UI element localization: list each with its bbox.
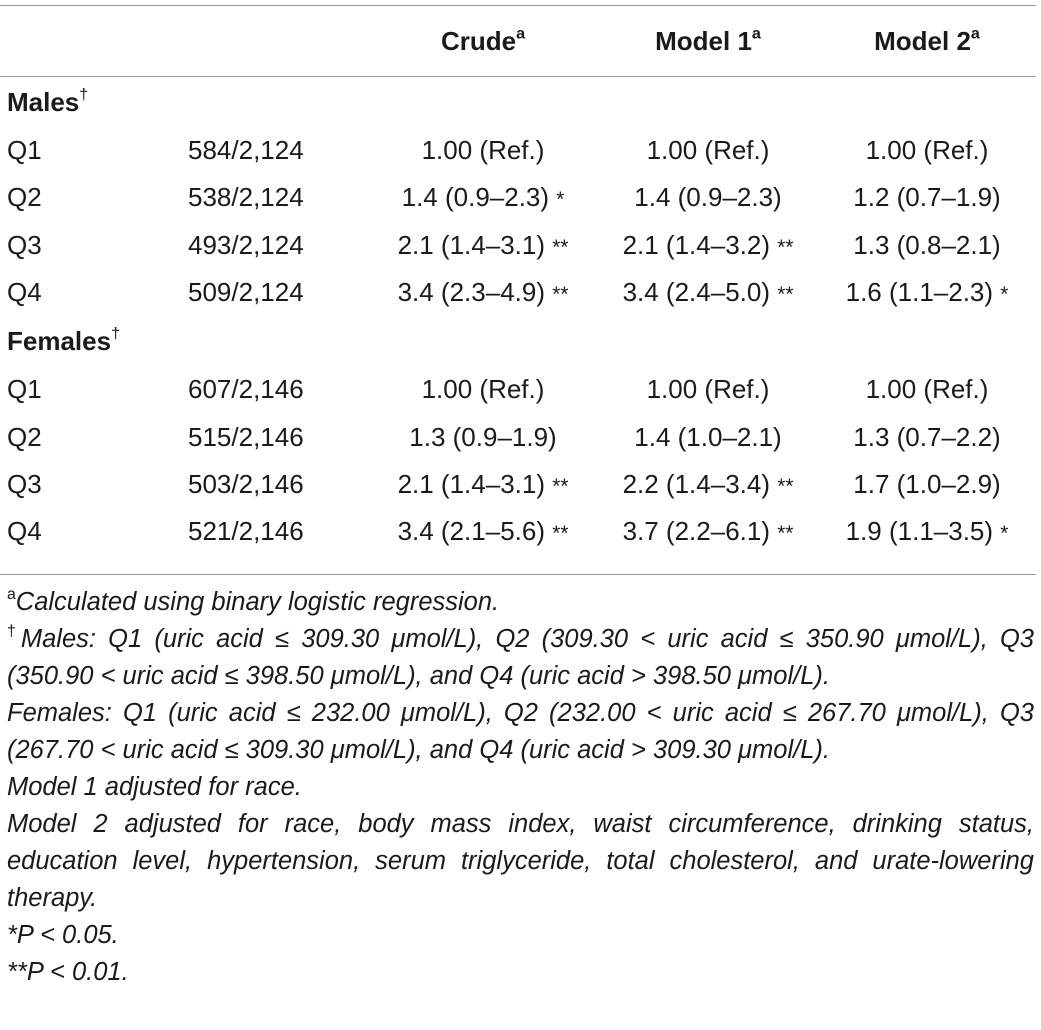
group-cell: Q2 <box>7 421 42 452</box>
header-crude: Crude$^a$ <box>440 24 526 56</box>
model-2-cell: 1.7 (1.0–2.9) <box>853 468 1001 499</box>
bottom-rule <box>0 574 1036 575</box>
model-2-cell: 1.00 (Ref.) <box>865 135 989 166</box>
model-2-cell: 1.9 (1.1–3.5) * <box>845 516 1009 547</box>
crude-cell: 1.3 (0.9–1.9) <box>409 421 557 452</box>
header-blank-1 <box>0 19 178 63</box>
count-cell: 521/2,146 <box>188 516 304 547</box>
count-cell: 493/2,124 <box>188 229 304 260</box>
section-label: Males† <box>7 85 89 117</box>
table-row <box>0 269 1036 316</box>
results-table <box>0 19 1036 555</box>
model-1-cell: 1.4 (1.0–2.1) <box>634 421 782 452</box>
count-cell: 509/2,124 <box>188 277 304 308</box>
footnote-females: Females: Q1 (uric acid ≤ 232.00 μmol/L), Q2 (232.00 < uric acid ≤ 267.70 μmol/L), Q3 (267.70 < uric acid ≤ 309.30 μmol/L), and Q4 (uric acid > 309.30 μmol/L). <box>7 699 1034 764</box>
model-1-cell: 1.4 (0.9–2.3) <box>634 182 782 213</box>
section-label: Females† <box>7 324 121 356</box>
group-cell: Q3 <box>7 229 42 260</box>
model-1-cell: 2.2 (1.4–3.4) ** <box>622 468 794 499</box>
crude-cell: 1.00 (Ref.) <box>421 135 545 166</box>
footnote-a: $^a$Calculated using binary logistic regression. <box>7 585 500 616</box>
top-rule <box>0 5 1036 6</box>
table-row <box>0 461 1036 508</box>
footnote-model-1: Model 1 adjusted for race. <box>7 773 302 801</box>
header-model-1: Model 1$^a$ <box>655 24 761 56</box>
header-blank-2 <box>178 19 368 63</box>
model-1-cell: 1.00 (Ref.) <box>646 135 770 166</box>
model-2-cell: 1.6 (1.1–2.3) * <box>845 277 1009 308</box>
group-cell: Q4 <box>7 277 42 308</box>
section-row <box>0 316 1036 366</box>
crude-cell: 3.4 (2.3–4.9) ** <box>397 277 569 308</box>
table-row <box>0 508 1036 555</box>
footnote-p01: **P < 0.01. <box>7 958 129 986</box>
header-model-2: Model 2$^a$ <box>874 24 980 56</box>
table-row <box>0 174 1036 221</box>
model-1-cell: 2.1 (1.4–3.2) ** <box>622 229 794 260</box>
section-row <box>0 77 1036 127</box>
table-row <box>0 127 1036 174</box>
crude-cell: 1.00 (Ref.) <box>421 374 545 405</box>
model-1-cell: 1.00 (Ref.) <box>646 374 770 405</box>
group-cell: Q1 <box>7 135 42 166</box>
group-cell: Q2 <box>7 182 42 213</box>
crude-cell: 2.1 (1.4–3.1) ** <box>397 468 569 499</box>
model-2-cell: 1.3 (0.7–2.2) <box>853 421 1001 452</box>
table-row <box>0 222 1036 269</box>
crude-cell: 2.1 (1.4–3.1) ** <box>397 229 569 260</box>
model-2-cell: 1.3 (0.8–2.1) <box>853 229 1001 260</box>
count-cell: 515/2,146 <box>188 421 304 452</box>
footnote-model-2: Model 2 adjusted for race, body mass index, waist circumference, drinking status, education level, hypertension, serum triglyceride, total cholesterol, and urate-lowering therapy. <box>7 810 1034 912</box>
count-cell: 584/2,124 <box>188 135 304 166</box>
group-cell: Q4 <box>7 516 42 547</box>
count-cell: 607/2,146 <box>188 374 304 405</box>
count-cell: 503/2,146 <box>188 468 304 499</box>
table-row <box>0 413 1036 460</box>
model-1-cell: 3.4 (2.4–5.0) ** <box>622 277 794 308</box>
footnote-p05: *P < 0.05. <box>7 921 119 949</box>
count-cell: 538/2,124 <box>188 182 304 213</box>
table-row <box>0 366 1036 413</box>
crude-cell: 3.4 (2.1–5.6) ** <box>397 516 569 547</box>
footnote-dagger: †Males: Q1 (uric acid ≤ 309.30 μmol/L), Q2 (309.30 < uric acid ≤ 350.90 μmol/L), Q3 (350.90 < uric acid ≤ 398.50 μmol/L), and Q4 (uric acid > 398.50 μmol/L). <box>7 622 1034 690</box>
model-2-cell: 1.2 (0.7–1.9) <box>853 182 1001 213</box>
group-cell: Q1 <box>7 374 42 405</box>
model-1-cell: 3.7 (2.2–6.1) ** <box>622 516 794 547</box>
header-row <box>0 19 1036 63</box>
table-footnotes <box>7 584 1034 991</box>
group-cell: Q3 <box>7 468 42 499</box>
model-2-cell: 1.00 (Ref.) <box>865 374 989 405</box>
crude-cell: 1.4 (0.9–2.3) * <box>401 182 565 213</box>
